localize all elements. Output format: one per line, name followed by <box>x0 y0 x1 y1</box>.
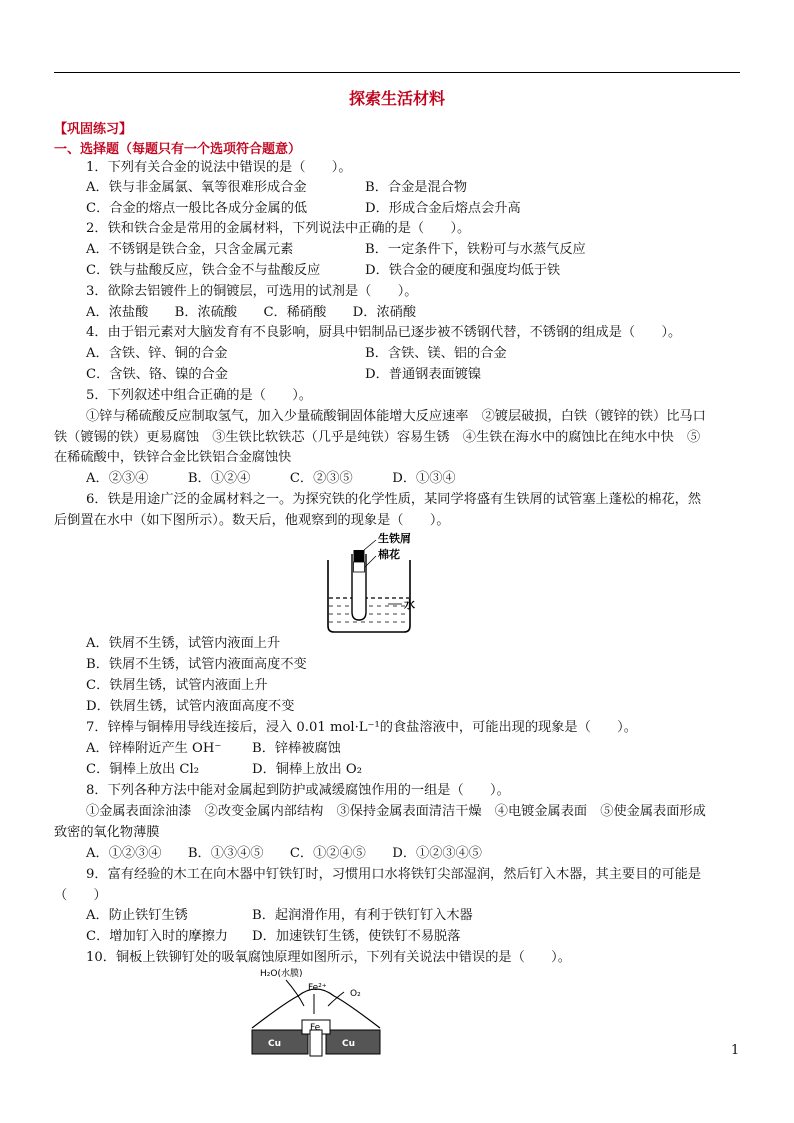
q4-option-b: B．含铁、镁、铝的合金 <box>365 346 507 361</box>
q2-stem: 2．铁和铁合金是常用的金属材料，下列说法中正确的是（ ）。 <box>86 221 471 236</box>
label-water-film: H₂O(水膜) <box>260 969 303 979</box>
q7-option-c: C．铜棒上放出 Cl₂ <box>86 762 200 777</box>
label-cu-right: Cu <box>342 1039 356 1049</box>
q6-stem-line1: 6．铁是用途广泛的金属材料之一。为探究铁的化学性质，某同学将盛有生铁屑的试管塞上蓬松的棉花，然 <box>86 492 702 507</box>
q1-option-d: D．形成合金后熔点会升高 <box>365 201 521 216</box>
q9-option-b: B．起润滑作用，有利于铁钉钉入木器 <box>252 908 473 923</box>
q1-option-c: C．合金的熔点一般比各成分金属的低 <box>86 201 308 216</box>
q6-option-b: B．铁屑不生锈，试管内液面高度不变 <box>86 657 307 672</box>
header-rule <box>54 72 740 73</box>
label-fe2-ion: Fe²⁺ <box>308 983 327 993</box>
filings-pointer <box>364 540 376 550</box>
iron-filings <box>354 550 365 562</box>
rivet-shank <box>310 1030 322 1056</box>
page-title: 探索生活材料 <box>348 89 445 108</box>
label-iron: Fe <box>310 1023 321 1033</box>
q5-statement-line3: 在稀硫酸中，铁锌合金比铁铝合金腐蚀快 <box>54 450 292 465</box>
cotton-plug <box>354 562 365 572</box>
q1-stem: 1．下列有关合金的说法中错误的是（ ）。 <box>86 160 352 175</box>
q6-option-c: C．铁屑生锈，试管内液面上升 <box>86 678 268 693</box>
q6-option-a: A．铁屑不生锈，试管内液面上升 <box>86 636 281 651</box>
q5-stem: 5．下列叙述中组合正确的是（ ）。 <box>86 388 312 403</box>
q9-option-a: A．防止铁钉生锈 <box>86 908 188 923</box>
q7-stem: 7．锌棒与铜棒用导线连接后，浸入 0.01 mol·L⁻¹的食盐溶液中，可能出现的现象是（ ）。 <box>86 720 637 735</box>
q5-options: A．②③④ B．①②④ C．②③⑤ D．①③④ <box>86 471 456 486</box>
q8-options: A．①②③④ B．①③④⑤ C．①②④⑤ D．①②③④⑤ <box>86 846 482 861</box>
q5-statement-line1: ①锌与稀硫酸反应制取氢气，加入少量硫酸铜固体能增大反应速率 ②镀层破损，白铁（镀锌的铁）比马口 <box>86 409 706 424</box>
q10-stem: 10．铜板上铁铆钉处的吸氧腐蚀原理如图所示，下列有关说法中错误的是（ ）。 <box>86 950 571 965</box>
q4-option-c: C．含铁、铬、镍的合金 <box>86 367 228 382</box>
q7-option-b: B．锌棒被腐蚀 <box>252 741 341 756</box>
q9-option-d: D．加速铁钉生锈，使铁钉不易脱落 <box>252 929 461 944</box>
q7-option-d: D．铜棒上放出 O₂ <box>252 762 362 777</box>
section-choice-heading: 一、选择题（每题只有一个选项符合题意） <box>54 142 302 157</box>
q6-stem-line2: 后倒置在水中（如下图所示）。数天后，他观察到的现象是（ ）。 <box>54 513 450 528</box>
q6-option-d: D．铁屑生锈，试管内液面高度不变 <box>86 699 295 714</box>
q9-stem-line1: 9．富有经验的木工在向木器中钉铁钉时，习惯用口水将铁钉尖部湿润，然后钉入木器，其主要目的可能是 <box>86 867 702 882</box>
q4-option-a: A．含铁、锌、铜的合金 <box>86 346 228 361</box>
q2-option-c: C．铁与盐酸反应，铁合金不与盐酸反应 <box>86 263 321 278</box>
label-water: 水 <box>404 598 415 611</box>
figure-oxygen-corrosion <box>246 966 386 1058</box>
q1-option-a: A．铁与非金属氯、氧等很难形成合金 <box>86 180 307 195</box>
q2-option-b: B．一定条件下，铁粉可与水蒸气反应 <box>365 242 586 257</box>
label-iron-filings: 生铁屑 <box>378 532 411 545</box>
page-number: 1 <box>731 1043 740 1058</box>
q8-statement-line2: 致密的氧化物薄膜 <box>54 825 160 840</box>
q4-stem: 4．由于铝元素对大脑发育有不良影响，厨具中铝制品已逐步被不锈钢代替，不锈钢的组成是（ ）。 <box>86 325 682 340</box>
q1-option-b: B．合金是混合物 <box>365 180 468 195</box>
label-cu-left: Cu <box>268 1039 282 1049</box>
label-cotton: 棉花 <box>378 548 400 561</box>
water-hatching <box>329 606 409 622</box>
q4-option-d: D．普通钢表面镀镍 <box>365 367 482 382</box>
q8-stem: 8．下列各种方法中能对金属起到防护或减缓腐蚀作用的一组是（ ）。 <box>86 783 510 798</box>
figure-test-tube-in-beaker <box>318 530 428 636</box>
q2-option-a: A．不锈钢是铁合金，只含金属元素 <box>86 242 294 257</box>
q7-option-a: A．锌棒附近产生 OH⁻ <box>86 741 222 756</box>
q3-stem: 3．欲除去铝镀件上的铜镀层，可选用的试剂是（ ）。 <box>86 284 418 299</box>
q8-statement-line1: ①金属表面涂油漆 ②改变金属内部结构 ③保持金属表面清洁干燥 ④电镀金属表面 ⑤使金属表面形成 <box>86 804 706 819</box>
q9-stem-line2: （ ） <box>54 888 107 903</box>
q2-option-d: D．铁合金的硬度和强度均低于铁 <box>365 263 561 278</box>
beaker-outline <box>328 560 410 632</box>
label-oxygen: O₂ <box>350 989 361 999</box>
q5-statement-line2: 铁（镀锡的铁）更易腐蚀 ③生铁比软铁芯（几乎是纯铁）容易生锈 ④生铁在海水中的腐蚀比在纯水中快 ⑤ <box>54 430 701 445</box>
q9-option-c: C．增加钉入时的摩擦力 <box>86 929 228 944</box>
q3-options: A．浓盐酸 B．浓硫酸 C．稀硝酸 D．浓硝酸 <box>86 305 417 320</box>
section-consolidate: 【巩固练习】 <box>54 122 133 137</box>
